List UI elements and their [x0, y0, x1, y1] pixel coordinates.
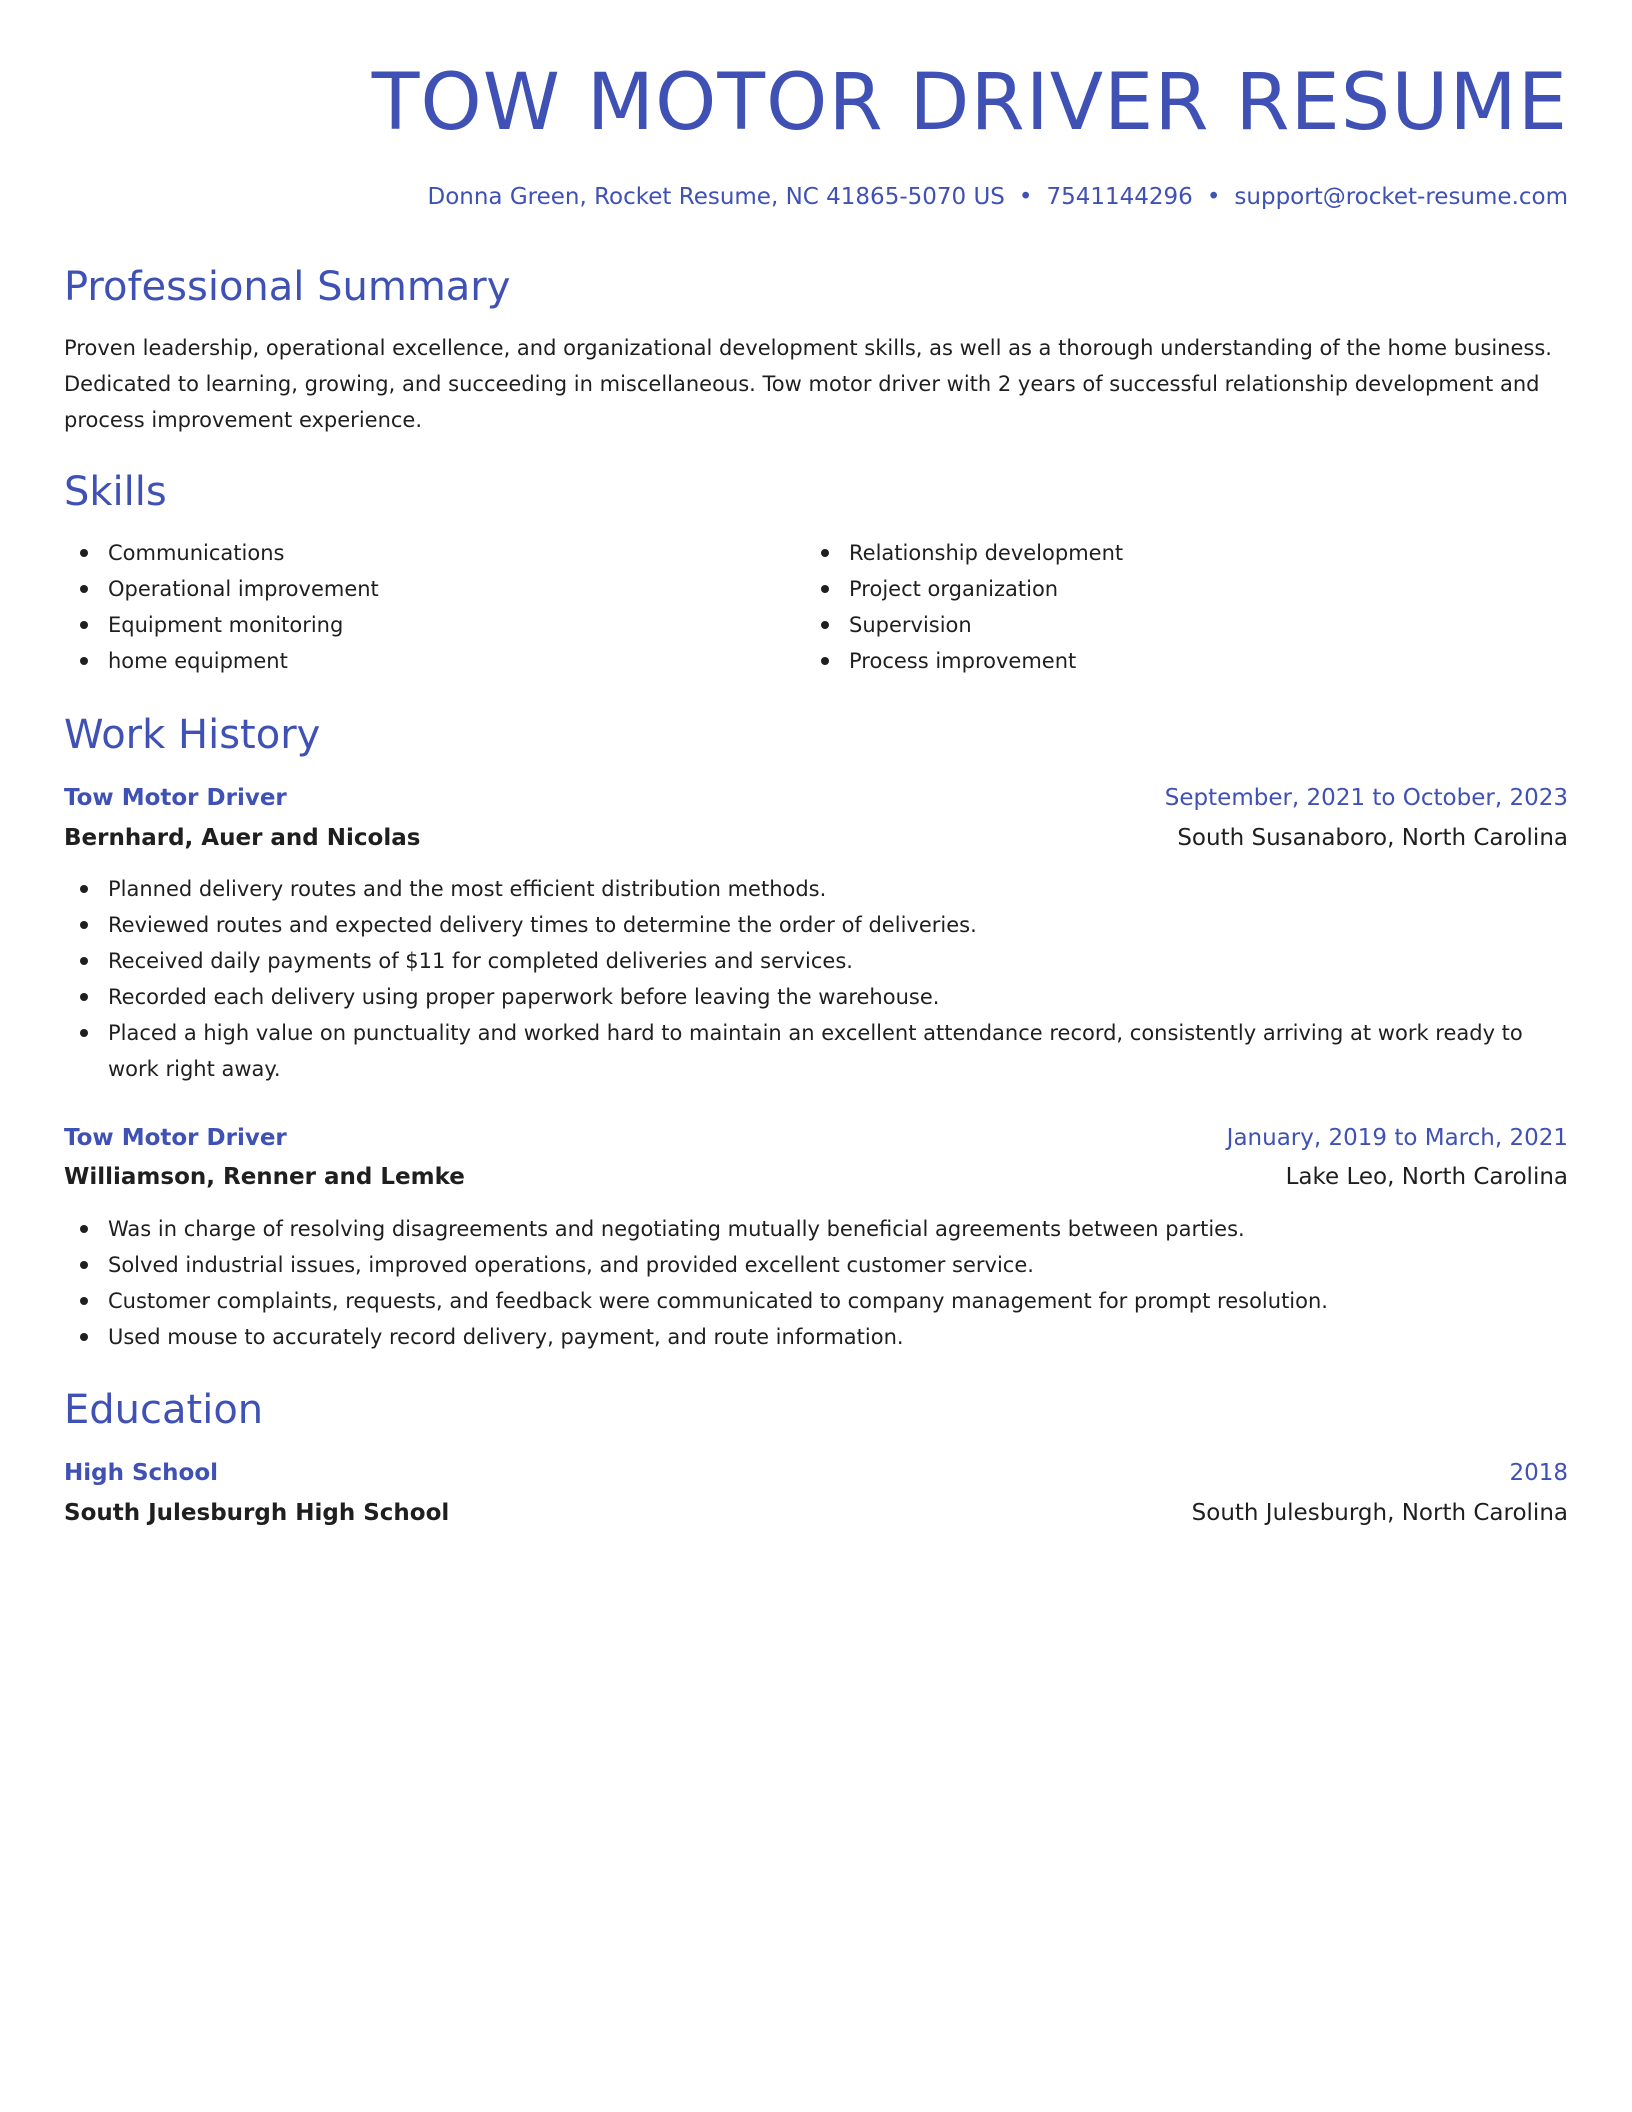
resume-title: TOW MOTOR DRIVER RESUME: [371, 58, 1568, 148]
skill-item: Process improvement: [805, 643, 1568, 679]
education-school: South Julesburgh High School: [64, 1500, 450, 1526]
bullet-icon: [80, 621, 88, 629]
contact-separator: •: [1206, 184, 1221, 210]
bullet-icon: [821, 549, 829, 557]
job-bullet: Recorded each delivery using proper paperwork before leaving the warehouse.: [64, 979, 1568, 1015]
job-bullets: [64, 1211, 1568, 1355]
contact-address: Donna Green, Rocket Resume, NC 41865-5070 US: [427, 184, 1005, 210]
job-bullets: [64, 871, 1568, 1087]
bullet-icon: [80, 957, 88, 965]
job-bullet: Planned delivery routes and the most efficient distribution methods.: [64, 871, 1568, 907]
education-header-row: [64, 1453, 1568, 1493]
job-company: Williamson, Renner and Lemke: [64, 1164, 465, 1190]
skill-item: Equipment monitoring: [64, 607, 799, 643]
job-company-row: [64, 1157, 1568, 1197]
job-bullet: Reviewed routes and expected delivery times to determine the order of deliveries.: [64, 907, 1568, 943]
job-location: South Susanaboro, North Carolina: [1177, 825, 1568, 851]
skill-item: Communications: [64, 535, 799, 571]
job-header-row: [64, 778, 1568, 818]
bullet-icon: [80, 657, 88, 665]
education-year: 2018: [1509, 1460, 1568, 1486]
bullet-icon: [821, 657, 829, 665]
summary-heading: Professional Summary: [64, 264, 511, 310]
job-header-row: [64, 1118, 1568, 1158]
bullet-icon: [821, 585, 829, 593]
contact-phone[interactable]: 7541144296: [1046, 184, 1193, 210]
bullet-icon: [80, 1029, 88, 1037]
job-bullet: Customer complaints, requests, and feedback were communicated to company management for prompt resolution.: [64, 1283, 1568, 1319]
job-dates: January, 2019 to March, 2021: [1226, 1125, 1568, 1151]
job-bullet: Was in charge of resolving disagreements and negotiating mutually beneficial agreements between parties.: [64, 1211, 1568, 1247]
bullet-icon: [80, 993, 88, 1001]
bullet-icon: [80, 1261, 88, 1269]
bullet-icon: [80, 885, 88, 893]
skill-item: Relationship development: [805, 535, 1568, 571]
skill-item: home equipment: [64, 643, 799, 679]
job-location: Lake Leo, North Carolina: [1285, 1164, 1568, 1190]
job-company: Bernhard, Auer and Nicolas: [64, 825, 421, 851]
skill-item: Project organization: [805, 571, 1568, 607]
job-title: Tow Motor Driver: [64, 785, 287, 811]
bullet-icon: [821, 621, 829, 629]
skills-list-right: [805, 535, 1568, 679]
skills-list-left: [64, 535, 799, 679]
skill-item: Supervision: [805, 607, 1568, 643]
education-location: South Julesburgh, North Carolina: [1191, 1500, 1568, 1526]
work-history-heading: Work History: [64, 712, 321, 758]
bullet-icon: [80, 921, 88, 929]
job-bullet: Solved industrial issues, improved operations, and provided excellent customer service.: [64, 1247, 1568, 1283]
job-bullet: Received daily payments of $11 for completed deliveries and services.: [64, 943, 1568, 979]
job-bullet: Placed a high value on punctuality and worked hard to maintain an excellent attendance record, consistently arriving at work ready to work right away.: [64, 1015, 1568, 1087]
education-school-row: [64, 1493, 1568, 1533]
job-company-row: [64, 818, 1568, 858]
contact-line: [427, 182, 1568, 212]
bullet-icon: [80, 1333, 88, 1341]
education-degree: High School: [64, 1460, 219, 1486]
education-heading: Education: [64, 1387, 264, 1433]
bullet-icon: [80, 585, 88, 593]
contact-separator: •: [1018, 184, 1033, 210]
contact-email[interactable]: support@rocket-resume.com: [1234, 184, 1568, 210]
job-title: Tow Motor Driver: [64, 1125, 287, 1151]
skill-item: Operational improvement: [64, 571, 799, 607]
bullet-icon: [80, 549, 88, 557]
bullet-icon: [80, 1225, 88, 1233]
bullet-icon: [80, 1297, 88, 1305]
skills-heading: Skills: [64, 469, 167, 515]
job-bullet: Used mouse to accurately record delivery, payment, and route information.: [64, 1319, 1568, 1355]
job-dates: September, 2021 to October, 2023: [1164, 785, 1568, 811]
summary-text: Proven leadership, operational excellence, and organizational development skills, as well as a thorough understanding of the home business. Dedicated to learning, growing, and succeeding in miscellaneous. Tow motor driver with 2 years of successful relationship development and process improvement experience.: [64, 336, 1552, 432]
